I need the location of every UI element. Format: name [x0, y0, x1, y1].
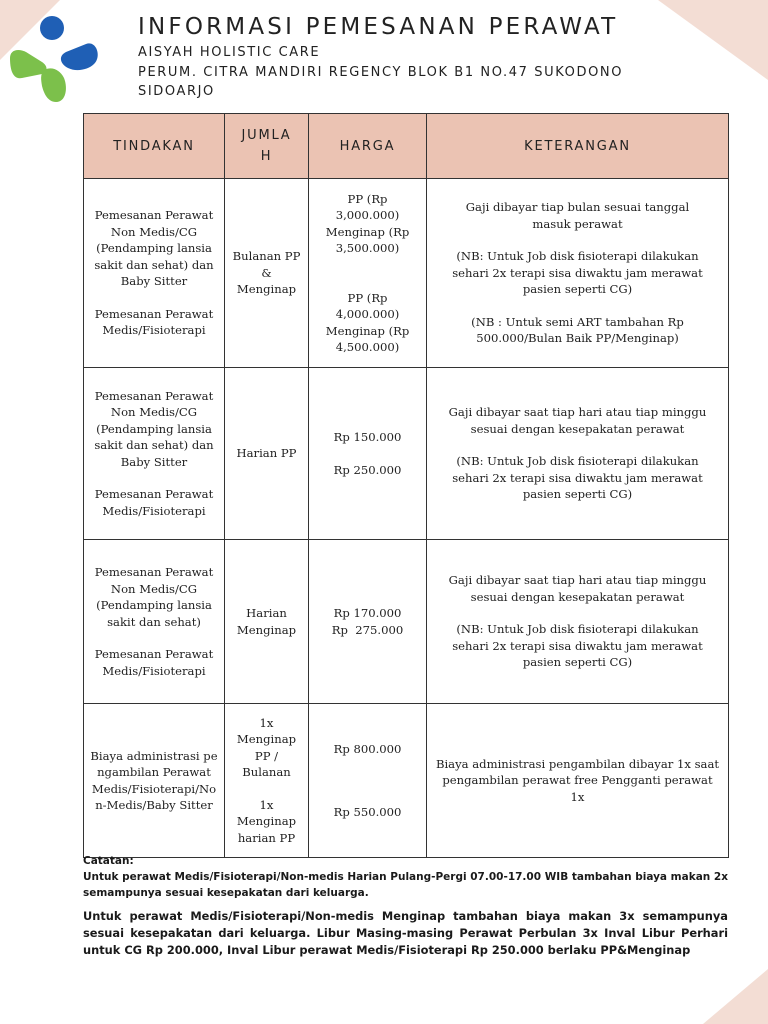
harga-text: Rp 150.000	[333, 430, 402, 444]
jumlah-cell	[225, 368, 309, 540]
jumlah-text: Harian PP	[236, 446, 297, 461]
company-name: AISYAH HOLISTIC CARE	[138, 45, 321, 60]
table-header-row	[84, 114, 729, 179]
notes-label: Catatan:	[83, 855, 134, 867]
table-row	[84, 179, 729, 368]
keterangan-text: Gaji dibayar saat tiap hari atau tiap minggu sesuai dengan kesepakatan perawat	[448, 573, 707, 604]
jumlah-cell	[225, 179, 309, 368]
column-header-jumlah-label: JUMLA H	[241, 128, 292, 164]
jumlah-cell	[225, 704, 309, 858]
corner-decoration-top-right	[658, 0, 768, 80]
keterangan-text: Gaji dibayar tiap bulan sesuai tanggal masuk perawat	[465, 200, 690, 231]
pricing-table	[83, 113, 729, 858]
harga-text: Rp 550.000	[333, 805, 402, 819]
keterangan-cell	[427, 540, 729, 704]
tindakan-text: Pemesanan Perawat Non Medis/CG (Pendamping lansia sakit dan sehat)	[94, 565, 214, 629]
tindakan-text: Pemesanan Perawat Non Medis/CG (Pendamping lansia sakit dan sehat) dan Baby Sitter	[94, 208, 214, 289]
column-header-harga: HARGA	[309, 114, 427, 179]
aisyah-logo	[8, 12, 98, 104]
tindakan-cell	[84, 368, 225, 540]
address-line-2: SIDOARJO	[138, 84, 215, 99]
keterangan-text: (NB: Untuk Job disk fisioterapi dilakukan sehari 2x terapi sisa diwaktu jam merawat pasien seperti CG)	[452, 249, 703, 297]
address-line-1: PERUM. CITRA MANDIRI REGENCY BLOK B1 NO.47 SUKODONO	[138, 65, 624, 80]
keterangan-cell	[427, 368, 729, 540]
keterangan-text: (NB: Untuk Job disk fisioterapi dilakukan sehari 2x terapi sisa diwaktu jam merawat pasien seperti CG)	[452, 622, 703, 670]
tindakan-text: Pemesanan Perawat Medis/Fisioterapi	[94, 487, 214, 518]
tindakan-text: Biaya administrasi pengambilan Perawat Medis/Fisioterapi/Non-Medis/Baby Sitter	[90, 748, 218, 812]
harga-text: Rp 170.000	[333, 606, 402, 620]
table-row	[84, 368, 729, 540]
keterangan-cell	[427, 179, 729, 368]
harga-cell	[309, 704, 427, 858]
note-harian: Untuk perawat Medis/Fisioterapi/Non-medis Harian Pulang-Pergi 07.00-17.00 WIB tambahan biaya makan 2x semampunya sesuai kesepakatan dari keluarga.	[83, 871, 728, 899]
harga-cell	[309, 540, 427, 704]
jumlah-text: 1x Menginap harian PP	[236, 797, 297, 845]
note-menginap: Untuk perawat Medis/Fisioterapi/Non-medis Menginap tambahan biaya makan 3x semampunya sesuai kesepakatan dari keluarga. Libur Masing-masing Perawat Perbulan 3x Inval Libur Perhari untuk CG Rp 200.000, Inval Libur perawat Medis/Fisioterapi Rp 250.000 berlaku PP&Menginap	[83, 909, 728, 957]
table-row	[84, 540, 729, 704]
harga-text: Rp 250.000	[333, 462, 402, 477]
jumlah-text: Bulanan PP & Menginap	[232, 249, 301, 297]
table-row	[84, 704, 729, 858]
tindakan-cell	[84, 179, 225, 368]
column-header-jumlah	[225, 114, 309, 179]
jumlah-text: Harian Menginap	[236, 606, 297, 637]
harga-text: Rp 800.000	[333, 741, 402, 756]
tindakan-cell	[84, 540, 225, 704]
page-title: INFORMASI PEMESANAN PERAWAT	[138, 14, 619, 40]
keterangan-text: Biaya administrasi pengambilan dibayar 1x saat pengambilan perawat free Pengganti perawat 1x	[435, 756, 720, 804]
column-header-tindakan: TINDAKAN	[84, 114, 225, 179]
tindakan-text: Pemesanan Perawat Medis/Fisioterapi	[94, 306, 214, 338]
harga-text: PP (Rp 3,000.000) Menginap (Rp 3,500.000)	[325, 191, 410, 255]
tindakan-text: Pemesanan Perawat Medis/Fisioterapi	[94, 647, 214, 678]
harga-text: Rp 275.000	[331, 622, 404, 637]
corner-decoration-bottom-right	[703, 969, 768, 1024]
keterangan-text: (NB : Untuk semi ART tambahan Rp 500.000/Bulan Baik PP/Menginap)	[471, 314, 684, 346]
tindakan-cell	[84, 704, 225, 858]
jumlah-cell	[225, 540, 309, 704]
column-header-keterangan: KETERANGAN	[427, 114, 729, 179]
keterangan-text: Gaji dibayar saat tiap hari atau tiap minggu sesuai dengan kesepakatan perawat	[448, 405, 707, 436]
harga-text: PP (Rp 4,000.000) Menginap (Rp 4,500.000)	[325, 290, 410, 354]
tindakan-text: Pemesanan Perawat Non Medis/CG (Pendamping lansia sakit dan sehat) dan Baby Sitter	[94, 388, 214, 469]
harga-cell	[309, 368, 427, 540]
keterangan-cell	[427, 704, 729, 858]
harga-cell	[309, 179, 427, 368]
jumlah-text: 1x Menginap PP / Bulanan	[236, 715, 297, 780]
keterangan-text: (NB: Untuk Job disk fisioterapi dilakukan sehari 2x terapi sisa diwaktu jam merawat pasien seperti CG)	[452, 454, 703, 502]
